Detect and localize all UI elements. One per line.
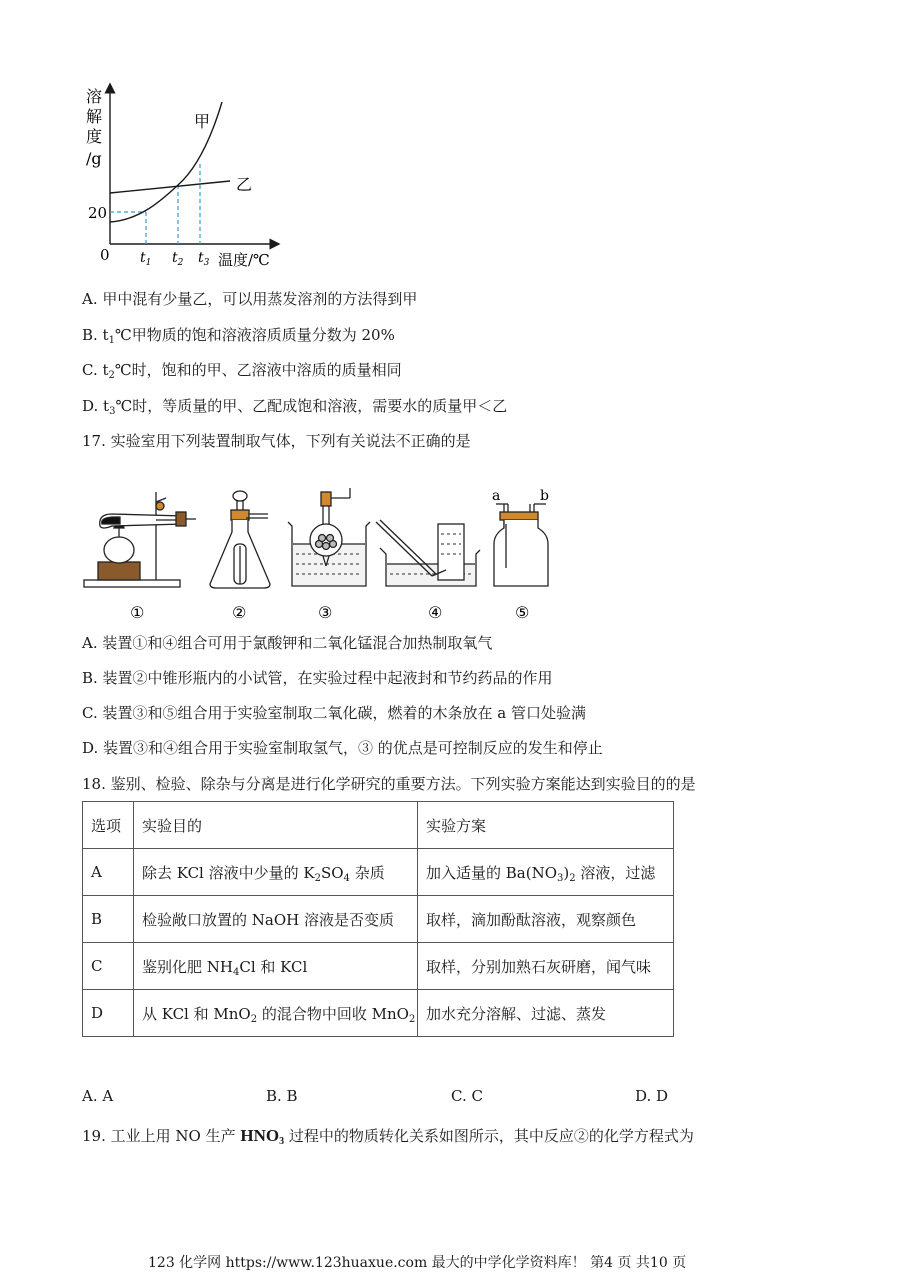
row-c-plan: 取样，分别加熟石灰研磨，闻气味 — [418, 943, 674, 990]
solubility-chart — [80, 82, 290, 272]
q18-choice-b: B. B — [266, 1087, 298, 1105]
q18-stem: 18. 鉴别、检验、除杂与分离是进行化学研究的重要方法。下列实验方案能达到实验目的的是 — [82, 775, 696, 793]
q17-option-b: B. 装置②中锥形瓶内的小试管，在实验过程中起液封和节约药品的作用 — [82, 669, 553, 687]
row-b-option: B — [83, 896, 134, 943]
ylabel-3: 度 — [86, 127, 103, 146]
q18-choice-c: C. C — [451, 1087, 483, 1105]
q17-stem: 17. 实验室用下列装置制取气体，下列有关说法不正确的是 — [82, 432, 471, 450]
table-row — [83, 849, 674, 896]
row-b-goal: 检验敞口放置的 NaOH 溶液是否变质 — [134, 896, 418, 943]
apparatus-2 — [210, 491, 270, 588]
series-label-yi: 乙 — [236, 175, 253, 194]
row-d-goal: 从 KCl 和 MnO$_2$ 的混合物中回收 MnO$_2$ — [134, 990, 418, 1037]
apparatus-label-4: ④ — [428, 603, 443, 622]
page-footer: 123 化学网 https://www.123huaxue.com 最大的中学化学资料库！ 第4 页 共10 页 — [148, 1255, 687, 1271]
apparatus-label-5: ⑤ — [515, 603, 530, 622]
q18-choice-a: A. A — [82, 1087, 114, 1105]
table-row — [83, 990, 674, 1037]
y-tick-20: 20 — [88, 204, 108, 222]
q16-option-c: C. $t_2℃$时，饱和的甲、乙溶液中溶质的质量相同 — [82, 361, 402, 381]
row-a-option: A — [83, 849, 134, 896]
origin-label: 0 — [100, 246, 110, 264]
row-c-option: C — [83, 943, 134, 990]
row-d-option: D — [83, 990, 134, 1037]
header-plan: 实验方案 — [418, 802, 674, 849]
q17-option-d: D. 装置③和④组合用于实验室制取氢气，③ 的优点是可控制反应的发生和停止 — [82, 739, 603, 757]
q16-option-a: A. 甲中混有少量乙，可以用蒸发溶剂的方法得到甲 — [82, 290, 418, 308]
x-tick-t1: $t_1$ — [140, 250, 152, 268]
x-tick-t2: $t_2$ — [172, 250, 184, 268]
row-b-plan: 取样，滴加酚酞溶液，观察颜色 — [418, 896, 674, 943]
row-a-goal: 除去 KCl 溶液中少量的 $K_2SO_4$ 杂质 — [134, 849, 418, 896]
table-header-row — [83, 802, 674, 849]
q17-option-a: A. 装置①和④组合可用于氯酸钾和二氧化锰混合加热制取氧气 — [82, 634, 493, 652]
header-option: 选项 — [83, 802, 134, 849]
header-goal: 实验目的 — [134, 802, 418, 849]
apparatus-label-2: ② — [232, 603, 247, 622]
tube-b-label: b — [540, 488, 549, 504]
apparatus-figure — [80, 484, 560, 624]
ylabel-2: 解 — [86, 107, 103, 126]
table-row — [83, 896, 674, 943]
apparatus-label-3: ③ — [318, 603, 333, 622]
formula-hno3: $HNO_3$ — [240, 1126, 285, 1147]
series-label-jia: 甲 — [194, 112, 211, 131]
apparatus-4 — [376, 520, 480, 586]
q16-option-d: D. $t_3℃$时，等质量的甲、乙配成饱和溶液，需要水的质量甲＜乙 — [82, 397, 508, 417]
q17-option-c: C. 装置③和⑤组合用于实验室制取二氧化碳，燃着的木条放在 a 管口处验满 — [82, 704, 586, 722]
row-a-plan: 加入适量的 $Ba(NO_3)_2$ 溶液，过滤 — [418, 849, 674, 896]
table-row — [83, 943, 674, 990]
q18-table — [82, 801, 674, 1037]
ylabel-1: 溶 — [86, 87, 103, 106]
tube-a-label: a — [492, 488, 501, 504]
apparatus-3 — [288, 488, 370, 586]
row-c-goal: 鉴别化肥 $NH_4Cl$ 和 KCl — [134, 943, 418, 990]
apparatus-label-1: ① — [130, 603, 145, 622]
q16-option-b: B. $t_1℃$甲物质的饱和溶液溶质质量分数为 20% — [82, 326, 395, 346]
series-yi-line — [110, 181, 230, 193]
x-tick-t3: $t_3$ — [198, 250, 210, 268]
x-axis-label: 温度/℃ — [218, 251, 270, 269]
apparatus-1 — [84, 492, 196, 587]
row-d-plan: 加水充分溶解、过滤、蒸发 — [418, 990, 674, 1037]
ylabel-4: /g — [86, 149, 102, 168]
q18-choice-d: D. D — [635, 1087, 669, 1105]
q19-stem: 19. 工业上用 NO 生产 $HNO_3$ 过程中的物质转化关系如图所示，其中反应②的化学方程式为 — [82, 1126, 694, 1147]
apparatus-5 — [494, 504, 548, 586]
